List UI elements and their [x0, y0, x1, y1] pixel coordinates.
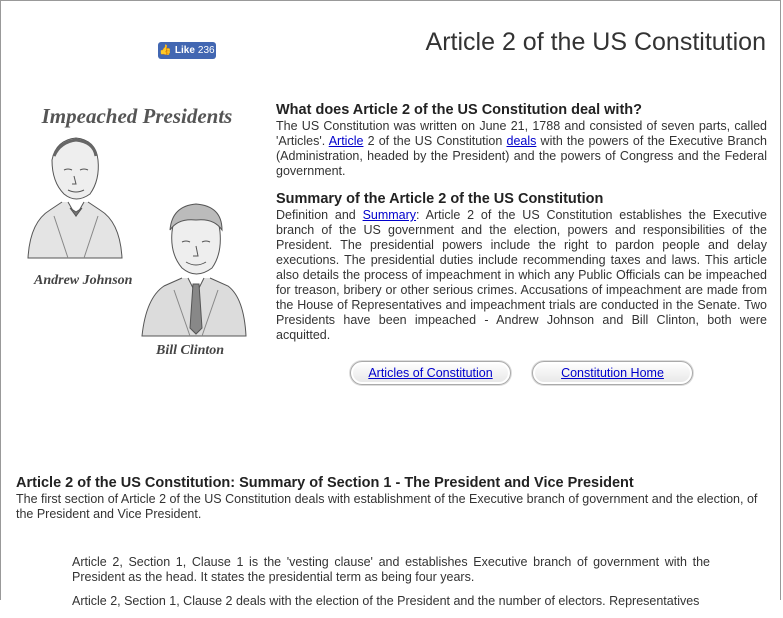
q2-text-b: : Article 2 of the US Constitution establishes the Executive branch of the US government and the election, powers and responsibilities of the President. The presidential powers include the right to pardon people and delay executions. The presidential duties include recommending taxes and laws. This article also details the process of impeachment in which any Public Officials can be impeached for treason, bribery or other serious crimes. Accusations of impeachment are made from the House of Representatives and impeachment trials are conducted in the Senate. Two Presidents have been impeached - Andrew Johnson and Bill Clinton, both were acquitted.: [276, 208, 767, 342]
caption-bill-clinton: Bill Clinton: [156, 343, 225, 358]
like-label: Like: [174, 45, 195, 56]
bill-clinton-portrait: [142, 204, 246, 336]
section1-text: The first section of Article 2 of the US Constitution deals with establishment of the Executive branch of government and the election, of the President and Vice President.: [16, 492, 758, 521]
caption-andrew-johnson: Andrew Johnson: [34, 273, 133, 288]
impeached-presidents-illustration: [24, 98, 250, 368]
q2-text-a: Definition and: [276, 208, 356, 222]
q2-paragraph: [276, 208, 767, 343]
main-content: [276, 101, 767, 354]
link-deals[interactable]: deals: [506, 134, 537, 148]
thumbs-up-icon: 👍: [159, 45, 172, 56]
illustration-title: Impeached Presidents: [41, 104, 233, 128]
q1-text-b: 2 of the US Constitution: [367, 134, 503, 148]
articles-of-constitution-button[interactable]: Articles of Constitution: [350, 361, 511, 385]
clauses-list: [72, 555, 710, 618]
facebook-like-button[interactable]: [158, 42, 216, 59]
q1-heading: What does Article 2 of the US Constitution deal with?: [276, 102, 642, 118]
clause-2: Article 2, Section 1, Clause 2 deals with the election of the President and the number of electors. Representatives: [72, 594, 700, 608]
clause-1: Article 2, Section 1, Clause 1 is the 'vesting clause' and establishes Executive branch of government with the President as the head. It states the presidential term as being four years.: [72, 555, 710, 584]
andrew-johnson-portrait: [28, 138, 122, 258]
like-count: 236: [197, 45, 215, 56]
link-article[interactable]: Article: [328, 134, 364, 148]
q1-text-a: The US Constitution was written on June 21, 1788 and consisted of seven parts, called 'Articles'.: [276, 119, 767, 148]
constitution-home-button[interactable]: Constitution Home: [532, 361, 693, 385]
q2-heading: Summary of the Article 2 of the US Constitution: [276, 191, 604, 207]
section1-heading: Article 2 of the US Constitution: Summary of Section 1 - The President and Vice President: [16, 475, 634, 491]
link-summary[interactable]: Summary: [362, 208, 417, 222]
q1-text-c: with the powers of the Executive Branch (Administration, headed by the President) and the powers of Congress and the Federal government.: [276, 134, 767, 178]
presidents-portraits: [24, 98, 250, 368]
section1-summary: [16, 474, 766, 522]
page-title: Article 2 of the US Constitution: [425, 28, 766, 56]
q1-paragraph: [276, 119, 767, 179]
